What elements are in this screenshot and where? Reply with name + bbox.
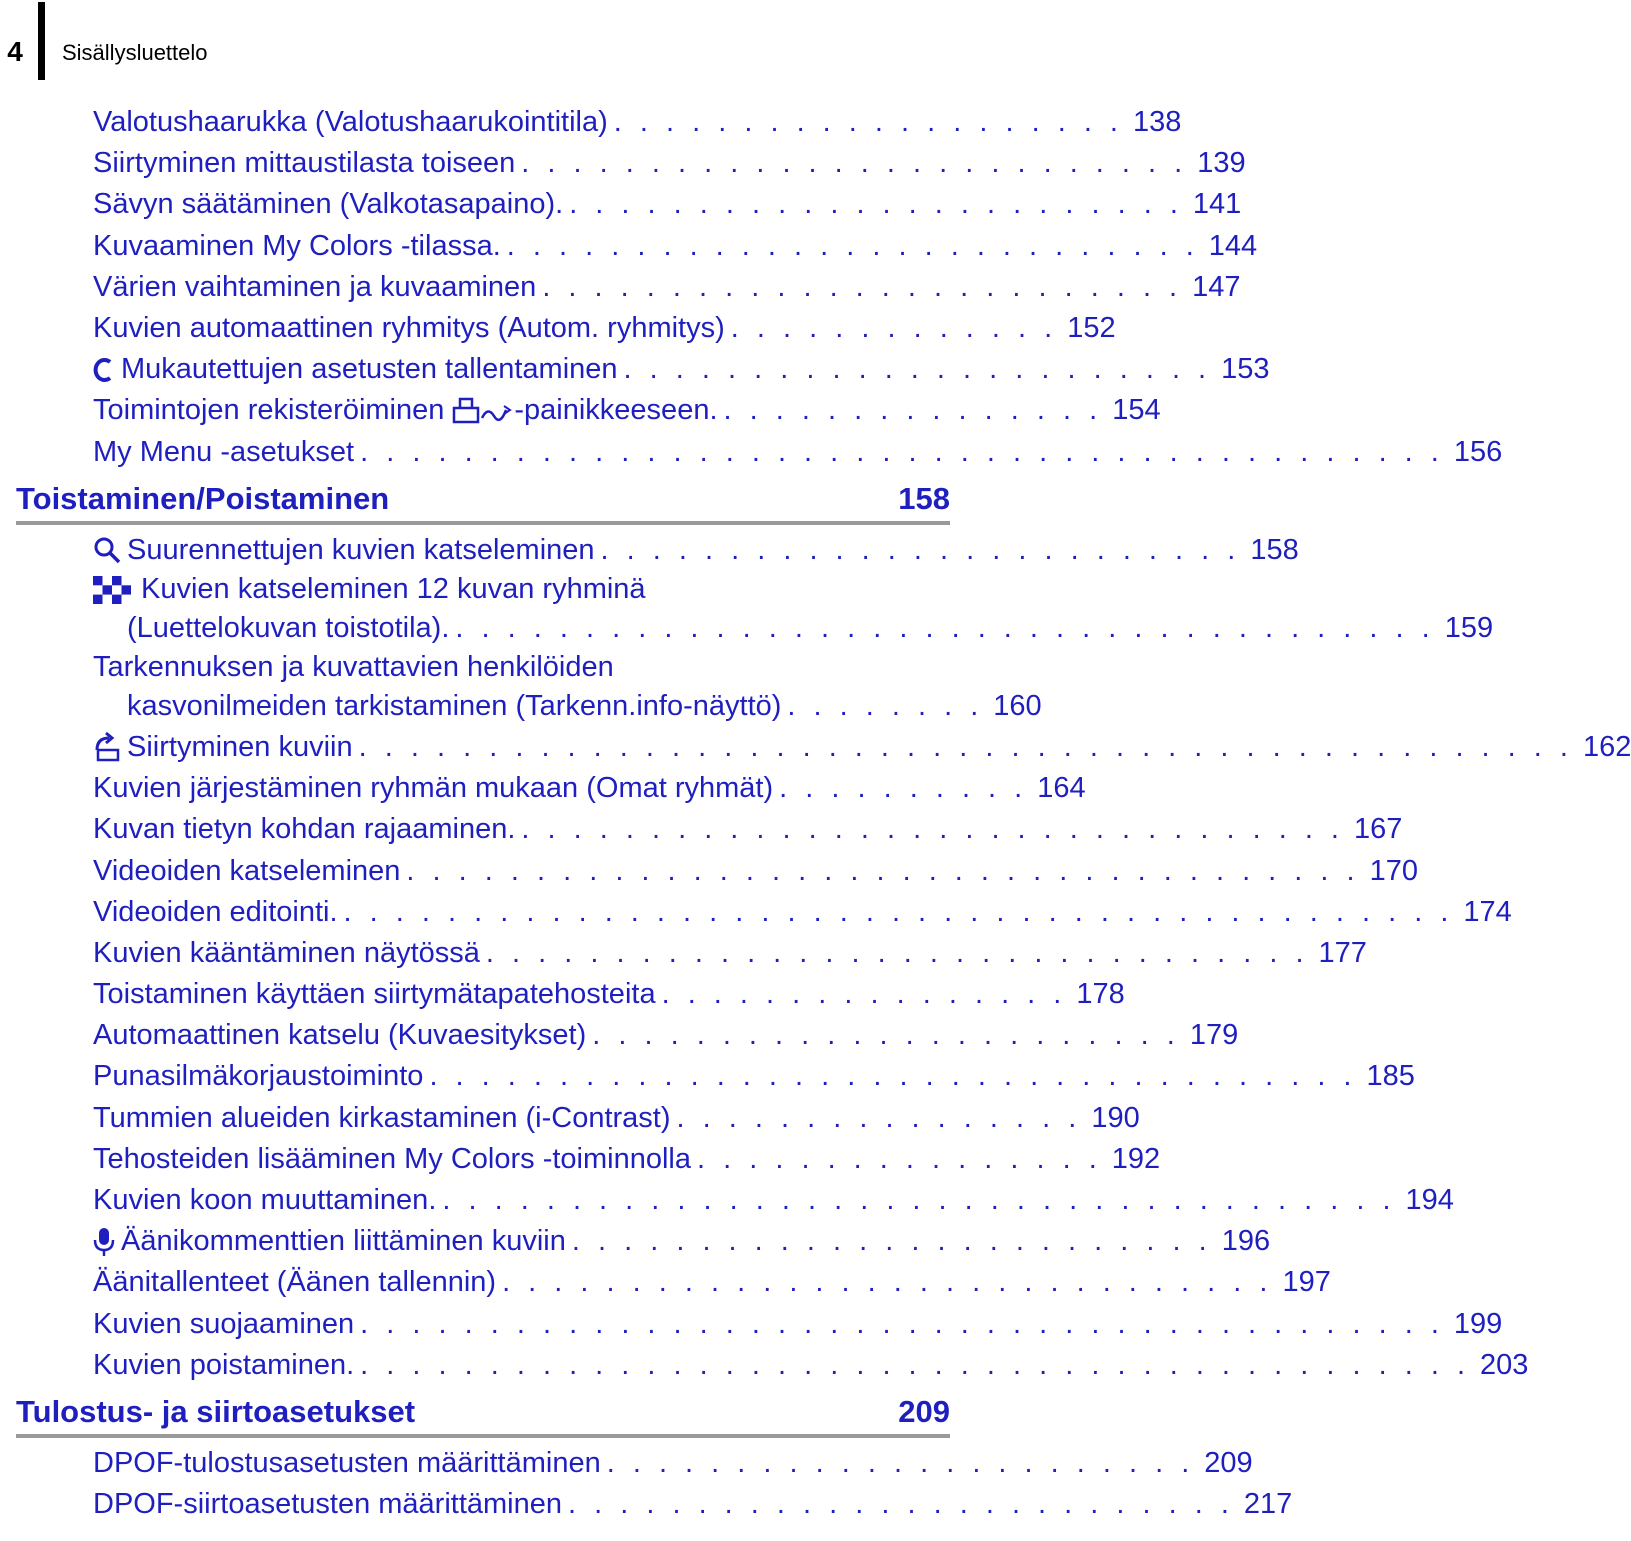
- toc-entry[interactable]: [93, 933, 1367, 974]
- toc-entry-label: Kuvien järjestäminen ryhmän mukaan (Omat ryhmät): [93, 772, 774, 805]
- toc-entry-label: Videoiden editointi.: [93, 895, 338, 928]
- leader-dots: . . . . . . . . . . . . . . . .: [676, 1101, 1082, 1134]
- toc-entry[interactable]: [93, 267, 1241, 308]
- leader-dots: . . . . . . . . . . . . . . . . . . . . . . . . . . . . . . . .: [521, 813, 1344, 846]
- leader-dots: . . . . . . . . . . . . . . . .: [697, 1142, 1102, 1175]
- leader-dots: . . . . . . . . . . . . . . . . . . . . . . . . .: [600, 533, 1241, 566]
- section-heading-print[interactable]: [16, 1390, 950, 1438]
- toc-entry-page: 196: [1221, 1225, 1271, 1258]
- toc-entry-label: Punasilmäkorjaustoiminto: [93, 1060, 424, 1093]
- leader-dots: . . . . . . . . . . . . . . . . . . . . . . . . . .: [521, 147, 1188, 180]
- toc-entry-page: 178: [1076, 978, 1125, 1011]
- toc-entry[interactable]: [93, 809, 1403, 850]
- toc-entry[interactable]: [93, 571, 950, 609]
- toc-entry[interactable]: [93, 1221, 1271, 1262]
- toc-entry[interactable]: [93, 143, 1246, 184]
- toc-entry-page: 197: [1282, 1266, 1331, 1299]
- leader-dots: . . . . . . . . . . . . . . . .: [661, 978, 1067, 1011]
- toc-entry-label: Kuvien koon muuttaminen.: [93, 1184, 437, 1217]
- toc-entry-page: 139: [1197, 147, 1246, 180]
- toc-entry-page: 170: [1369, 854, 1418, 887]
- leader-dots: . . . . . . . . . . . . . . . . . . . . . . . . . . . . . . . . . . . .: [429, 1060, 1357, 1093]
- leader-dots: . . . . . . . . . . . . . . . . . . . . . . . . . . . . . . . . . . . . .: [406, 854, 1360, 887]
- leader-dots: . . . . . . . . . . . . . . .: [723, 394, 1103, 427]
- toc-entry-label: Mukautettujen asetusten tallentaminen: [121, 353, 618, 386]
- toc-entry-label: Kuvaaminen My Colors -tilassa.: [93, 229, 501, 262]
- toc-entry-page: 162: [1582, 730, 1631, 763]
- toc-entry-label: Sävyn säätäminen (Valkotasapaino).: [93, 188, 564, 221]
- toc-entry-label: Siirtyminen kuviin: [127, 730, 353, 763]
- toc-entry-label: Videoiden katseleminen: [93, 854, 401, 887]
- leader-dots: . . . . . . . . . . . . . . . . . . . . . . .: [606, 1446, 1195, 1479]
- toc-entry[interactable]: [93, 1262, 1331, 1303]
- toc-entry-continuation[interactable]: [127, 609, 1494, 649]
- print-share-icon: [452, 396, 514, 426]
- custom-c-icon: [93, 357, 115, 383]
- leader-dots: . . . . . . . . . . . . . . . . . . . . . . . . . .: [568, 1488, 1234, 1521]
- toc-entry[interactable]: [93, 349, 1270, 390]
- toc-entry-page: 194: [1405, 1184, 1454, 1217]
- toc-entry-continuation[interactable]: [127, 687, 1042, 727]
- toc-entry-label: DPOF-tulostusasetusten määrittäminen: [93, 1446, 601, 1479]
- leader-dots: . . . . . . . . . . . . . . . . . . . . . . . . . . .: [506, 229, 1199, 262]
- toc-entry-page: 217: [1243, 1488, 1293, 1521]
- section-heading-playback[interactable]: [16, 477, 950, 525]
- leader-dots: . . . . . . . . . . . . . . . . . . . . . . . . . . . . . . . . . . . . .: [442, 1184, 1396, 1217]
- toc-entry[interactable]: [93, 892, 1512, 933]
- toc-entry-label: Tarkennuksen ja kuvattavien henkilöiden: [93, 651, 614, 684]
- toc-entry[interactable]: [93, 308, 1116, 349]
- section-page: 158: [898, 480, 950, 516]
- leader-dots: . . . . . . . . . . . . . . . . . . . . . . . . . . . . . .: [502, 1266, 1273, 1299]
- toc-entry[interactable]: [93, 530, 1299, 571]
- toc-entry-page: 190: [1091, 1101, 1140, 1134]
- toc-entry[interactable]: [93, 184, 1242, 225]
- section-title: Tulostus- ja siirtoasetukset: [16, 1393, 416, 1429]
- toc-entry[interactable]: [93, 1098, 1140, 1139]
- toc-entry-page: 147: [1192, 270, 1241, 303]
- leader-dots: . . . . . . . . . . . . . . . . . . . . . . . . .: [571, 1225, 1212, 1258]
- toc-entry-page: 156: [1453, 435, 1503, 468]
- toc-entry-label: Kuvan tietyn kohdan rajaaminen.: [93, 813, 516, 846]
- leader-dots: . . . . . . . . . . . . .: [730, 312, 1058, 345]
- toc-entry[interactable]: [93, 1345, 1529, 1386]
- toc-entry-page: 203: [1480, 1348, 1529, 1381]
- header-divider: [38, 2, 45, 80]
- toc-entry-label: (Luettelokuvan toistotila).: [127, 612, 450, 645]
- toc-entry[interactable]: [93, 1015, 1239, 1056]
- leader-dots: . . . . . . . . . . . . . . . . . . . . . . . . . . . . . . . . . . . . . . . . . .: [360, 435, 1444, 468]
- toc-entry-label: kasvonilmeiden tarkistaminen (Tarkenn.info-näyttö): [127, 690, 782, 723]
- toc-entry-label: Tehosteiden lisääminen My Colors -toiminnolla: [93, 1142, 691, 1175]
- jump-icon: [93, 732, 121, 762]
- toc-entry[interactable]: [93, 1056, 1415, 1097]
- toc-entry[interactable]: [93, 727, 1631, 768]
- section-title: Toistaminen/Poistaminen: [16, 480, 390, 516]
- leader-dots: . . . . . . . . . . . . . . . . . . . . . . . .: [569, 188, 1183, 221]
- toc-entry-label: Valotushaarukka (Valotushaarukointitila): [93, 106, 608, 139]
- toc-entry-label: Värien vaihtaminen ja kuvaaminen: [93, 270, 537, 303]
- toc-entry-label: Kuvien suojaaminen: [93, 1307, 355, 1340]
- leader-dots: . . . . . . . . . . . . . . . . . . . . . . . . . . . . . . . . . . . . . .: [455, 612, 1435, 645]
- leader-dots: . . . . . . . . . . . . . . . . . . . . . . .: [592, 1019, 1180, 1052]
- toc-entry-page: 164: [1037, 772, 1086, 805]
- toc-entry[interactable]: [93, 1443, 1253, 1484]
- leader-dots: . . . . . . . . . . . . . . . . . . . . . . . . . . . . . . . . . . . . . . . . . . . . . . .: [358, 730, 1573, 763]
- leader-dots: . . . . . . . . . . . . . . . . . . . . . . . . . . . . . . . . . . . . . . . . . .: [360, 1307, 1444, 1340]
- toc-entry[interactable]: [93, 1484, 1293, 1525]
- section-page: 209: [898, 1393, 950, 1429]
- toc-entry[interactable]: [93, 1139, 1161, 1180]
- toc-entry-page: 141: [1192, 188, 1242, 221]
- header-title: Sisällysluettelo: [62, 40, 208, 65]
- toc-entry-label: Siirtyminen mittaustilasta toiseen: [93, 147, 516, 180]
- toc-entry-page: 179: [1189, 1019, 1239, 1052]
- toc-entry-page: 209: [1204, 1446, 1253, 1479]
- toc-entry[interactable]: [93, 768, 1086, 809]
- toc-entry[interactable]: [93, 390, 1161, 431]
- toc-entry-label: Kuvien automaattinen ryhmitys (Autom. ryhmitys): [93, 312, 725, 345]
- toc-entry-page: 138: [1133, 106, 1182, 139]
- toc-entry-label: Suurennettujen kuvien katseleminen: [127, 533, 595, 566]
- toc-entry-page: 152: [1067, 312, 1116, 345]
- toc-entry[interactable]: [93, 649, 950, 687]
- toc-entry-page: 192: [1111, 1142, 1161, 1175]
- toc-entry[interactable]: [93, 432, 1503, 473]
- magnify-icon: [93, 536, 121, 564]
- toc-entry-label: My Menu -asetukset: [93, 435, 355, 468]
- toc-entry-page: 167: [1354, 813, 1403, 846]
- toc-entry[interactable]: [93, 226, 1258, 267]
- leader-dots: . . . . . . . . . . . . . . . . . . . . . . . . . . . . . . . .: [485, 936, 1309, 969]
- toc-entry[interactable]: [93, 1180, 1454, 1221]
- leader-dots: . . . . . . . . . . . . . . . . . . . . . . . . . . . . . . . . . . . . . . . . . . .: [343, 895, 1454, 928]
- toc-entry[interactable]: [93, 850, 1418, 891]
- leader-dots: . . . . . . . . . . . . . . . . . . . .: [613, 106, 1123, 139]
- leader-dots: . . . . . . . . . . . . . . . . . . . . . . . . .: [542, 270, 1183, 303]
- leader-dots: . . . . . . . .: [787, 690, 984, 723]
- toc-entry-page: 144: [1208, 229, 1258, 262]
- table-of-contents: [0, 102, 1631, 1525]
- toc-entry-label: DPOF-siirtoasetusten määrittäminen: [93, 1488, 562, 1521]
- toc-entry-page: 158: [1250, 533, 1299, 566]
- leader-dots: . . . . . . . . . .: [779, 772, 1028, 805]
- page-number: 4: [7, 36, 23, 67]
- toc-entry-label: Tummien alueiden kirkastaminen (i-Contrast): [93, 1101, 671, 1134]
- toc-entry[interactable]: [93, 1304, 1503, 1345]
- toc-entry-page: 160: [993, 690, 1042, 723]
- toc-entry-label: Äänitallenteet (Äänen tallennin): [93, 1266, 497, 1299]
- toc-entry-page: 177: [1318, 936, 1367, 969]
- leader-dots: . . . . . . . . . . . . . . . . . . . . . . . . . . . . . . . . . . . . . . . . . . .: [360, 1348, 1471, 1381]
- toc-entry-label-suffix: -painikkeeseen.: [514, 394, 718, 427]
- index-grid-icon: [93, 576, 131, 604]
- toc-entry-label: Toimintojen rekisteröiminen: [93, 394, 445, 427]
- toc-entry-label: Kuvien kääntäminen näytössä: [93, 936, 480, 969]
- toc-entry-page: 199: [1453, 1307, 1503, 1340]
- toc-entry-page: 185: [1366, 1060, 1415, 1093]
- microphone-icon: [93, 1227, 115, 1257]
- toc-entry-page: 153: [1221, 353, 1270, 386]
- toc-entry[interactable]: [93, 102, 1182, 143]
- toc-entry-page: 154: [1112, 394, 1161, 427]
- toc-entry-label: Äänikommenttien liittäminen kuviin: [121, 1225, 566, 1258]
- toc-entry-label: Kuvien katseleminen 12 kuvan ryhminä: [141, 573, 646, 606]
- leader-dots: . . . . . . . . . . . . . . . . . . . . . . .: [623, 353, 1212, 386]
- toc-entry-label: Kuvien poistaminen.: [93, 1348, 355, 1381]
- toc-entry-label: Automaattinen katselu (Kuvaesitykset): [93, 1019, 587, 1052]
- toc-entry-page: 174: [1463, 895, 1512, 928]
- toc-entry[interactable]: [93, 974, 1125, 1015]
- toc-entry-page: 159: [1444, 612, 1494, 645]
- toc-entry-label: Toistaminen käyttäen siirtymätapatehosteita: [93, 978, 656, 1011]
